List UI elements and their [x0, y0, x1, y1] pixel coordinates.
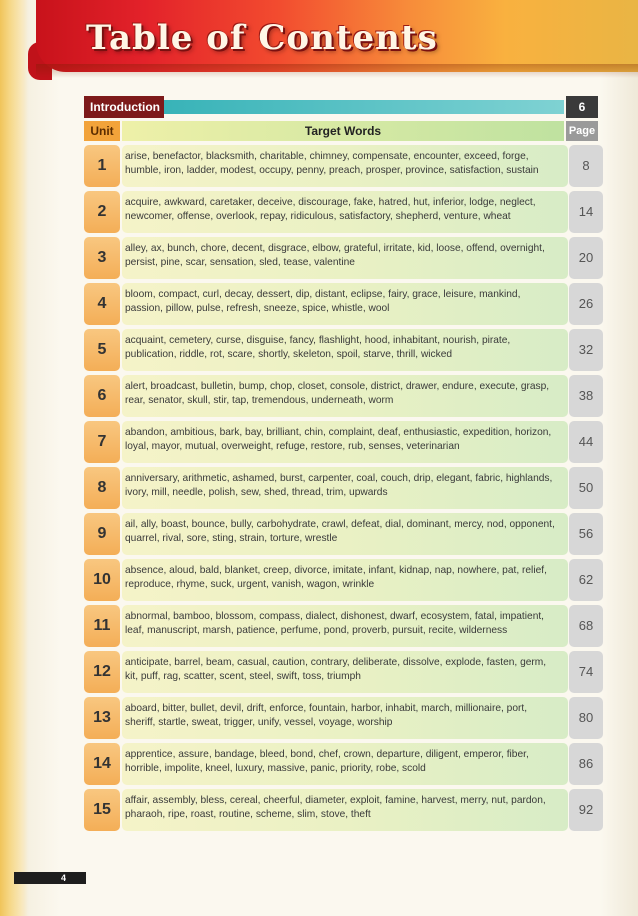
target-words: ail, ally, boast, bounce, bully, carbohydrate, crawl, defeat, dial, dominant, mercy, nod, opponent, quarrel, rival, sore, sting, strain, torture, wrestle [122, 513, 568, 555]
unit-number: 15 [84, 789, 120, 831]
page-number: 44 [569, 421, 603, 463]
target-words: absence, aloud, bald, blanket, creep, divorce, imitate, infant, kidnap, nap, nowhere, pat, relief, reproduce, rhyme, suck, urgent, vanish, wagon, wrinkle [122, 559, 568, 601]
page-number: 92 [569, 789, 603, 831]
page-number: 14 [569, 191, 603, 233]
page-number: 80 [569, 697, 603, 739]
table-row [84, 237, 604, 279]
target-words: anniversary, arithmetic, ashamed, burst, carpenter, coal, couch, drip, elegant, fabric, highlands, ivory, mill, needle, polish, sew, shed, thread, trim, upwards [122, 467, 568, 509]
introduction-label: Introduction [84, 96, 164, 118]
introduction-row [84, 96, 598, 118]
target-words: abandon, ambitious, bark, bay, brilliant, chin, complaint, deaf, enthusiastic, expedition, horizon, loyal, mayor, mutual, overweight, refuge, restore, rub, senses, veterinarian [122, 421, 568, 463]
unit-number: 13 [84, 697, 120, 739]
table-header [84, 121, 598, 141]
unit-number: 3 [84, 237, 120, 279]
unit-number: 5 [84, 329, 120, 371]
table-row [84, 605, 604, 647]
page-number: 62 [569, 559, 603, 601]
target-words: aboard, bitter, bullet, devil, drift, enforce, fountain, harbor, inhabit, march, millionaire, port, sheriff, startle, sweat, trigger, unify, vessel, voyage, worship [122, 697, 568, 739]
table-row [84, 145, 604, 187]
target-words: apprentice, assure, bandage, bleed, bond, chef, crown, departure, diligent, emperor, fiber, horrible, impolite, kneel, luxury, massive, panic, priority, robe, scold [122, 743, 568, 785]
banner-shadow [36, 64, 638, 78]
table-row [84, 743, 604, 785]
introduction-page: 6 [566, 96, 598, 118]
page-number: 68 [569, 605, 603, 647]
introduction-bar [164, 100, 564, 114]
footer-page-number: 4 [60, 873, 66, 883]
page-number: 20 [569, 237, 603, 279]
page-title: Table of Contents [86, 18, 438, 58]
table-row [84, 559, 604, 601]
page-number: 32 [569, 329, 603, 371]
table-row [84, 513, 604, 555]
page-number: 26 [569, 283, 603, 325]
table-row [84, 467, 604, 509]
table-row [84, 697, 604, 739]
target-words: bloom, compact, curl, decay, dessert, dip, distant, eclipse, fairy, grace, leisure, mankind, passion, pillow, pulse, refresh, sneeze, spice, whistle, wool [122, 283, 568, 325]
unit-column-header: Unit [84, 121, 120, 141]
unit-number: 6 [84, 375, 120, 417]
target-words: alert, broadcast, bulletin, bump, chop, closet, console, district, drawer, endure, execute, grasp, rear, senator, skull, stir, tap, tremendous, underneath, worm [122, 375, 568, 417]
page-number: 38 [569, 375, 603, 417]
page-spine [0, 0, 28, 916]
footer-page-number-bar [14, 872, 86, 884]
target-words: abnormal, bamboo, blossom, compass, dialect, dishonest, dwarf, ecosystem, fatal, impatient, leaf, manuscript, marsh, patience, perfume, pond, proverb, pursuit, recite, wilderness [122, 605, 568, 647]
target-words: alley, ax, bunch, chore, decent, disgrace, elbow, grateful, irritate, kid, loose, offend, overnight, persist, pine, scar, sensation, sled, tease, valentine [122, 237, 568, 279]
table-row [84, 283, 604, 325]
unit-number: 1 [84, 145, 120, 187]
target-words: acquaint, cemetery, curse, disguise, fancy, flashlight, hood, inhabitant, nourish, pirate, publication, riddle, rot, scare, shortly, skeleton, spoil, starve, thrill, wicked [122, 329, 568, 371]
table-row [84, 375, 604, 417]
target-words: arise, benefactor, blacksmith, charitable, chimney, compensate, encounter, exceed, forge, humble, iron, ladder, modest, occupy, penny, preach, prosper, province, satisfaction, sustain [122, 145, 568, 187]
page-number: 56 [569, 513, 603, 555]
target-words: anticipate, barrel, beam, casual, caution, contrary, deliberate, dissolve, explode, fasten, germ, kit, puff, rag, scatter, scent, steel, swift, toss, triumph [122, 651, 568, 693]
unit-number: 4 [84, 283, 120, 325]
unit-number: 14 [84, 743, 120, 785]
unit-number: 7 [84, 421, 120, 463]
table-row [84, 651, 604, 693]
page-column-header: Page [566, 121, 598, 141]
unit-number: 9 [84, 513, 120, 555]
page-number: 74 [569, 651, 603, 693]
target-words: acquire, awkward, caretaker, deceive, discourage, fake, hatred, hut, inferior, lodge, neglect, newcomer, offense, overlook, repay, ridiculous, satisfactory, shepherd, venture, wheat [122, 191, 568, 233]
table-row [84, 191, 604, 233]
target-words: affair, assembly, bless, cereal, cheerful, diameter, exploit, famine, harvest, merry, nut, pardon, pharaoh, ripe, roast, routine, scheme, slim, stove, theft [122, 789, 568, 831]
page-number: 86 [569, 743, 603, 785]
unit-number: 2 [84, 191, 120, 233]
words-column-header: Target Words [122, 121, 564, 141]
unit-number: 12 [84, 651, 120, 693]
table-row [84, 329, 604, 371]
unit-number: 10 [84, 559, 120, 601]
page-number: 8 [569, 145, 603, 187]
unit-number: 11 [84, 605, 120, 647]
table-row [84, 789, 604, 831]
unit-number: 8 [84, 467, 120, 509]
table-row [84, 421, 604, 463]
page-number: 50 [569, 467, 603, 509]
